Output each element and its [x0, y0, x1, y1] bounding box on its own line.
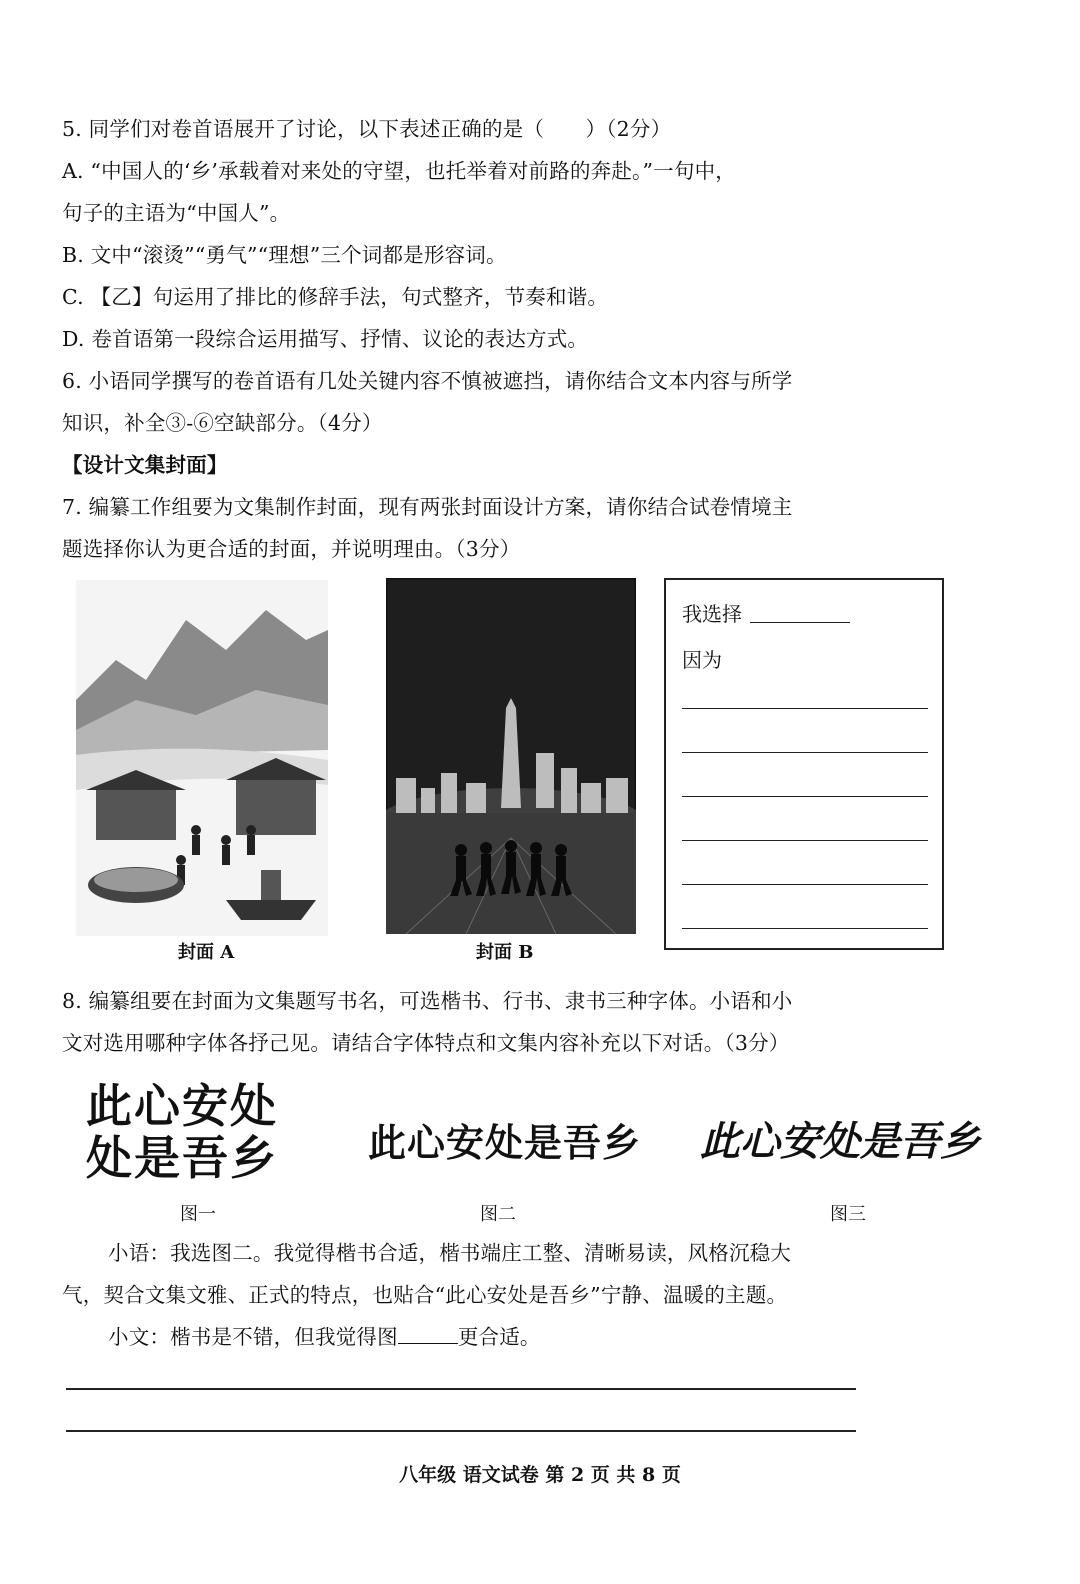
answer-rule[interactable]	[66, 1388, 856, 1390]
xiaowen-line	[108, 1322, 541, 1352]
figure-1-calligraphy	[86, 1080, 278, 1184]
xiaowen-part2: 更合适。	[457, 1325, 541, 1349]
cover-a-image	[76, 580, 328, 936]
q7-line1: 7. 编纂工作组要为文集制作封面，现有两张封面设计方案，请你结合试卷情境主	[62, 495, 793, 519]
q5-option-a-line2: 句子的主语为“中国人”。	[62, 201, 291, 225]
figure-3-calligraphy: 此心安处是吾乡	[700, 1118, 980, 1165]
answer-rule[interactable]	[66, 1430, 856, 1432]
answer-line[interactable]	[682, 708, 928, 709]
q5-stem: 5. 同学们对卷首语展开了讨论，以下表述正确的是（ ）（2分）	[62, 117, 672, 141]
xiaoyu-line2: 气，契合文集文雅、正式的特点，也贴合“此心安处是吾乡”宁静、温暖的主题。	[62, 1283, 788, 1307]
figure-2-label: 图二	[480, 1204, 516, 1225]
answer-line[interactable]	[682, 840, 928, 841]
q5-option-c: C. 【乙】句运用了排比的修辞手法，句式整齐，节奏和谐。	[62, 285, 609, 309]
answer-line[interactable]	[682, 884, 928, 885]
xiaowen-part1: 小文：楷书是不错，但我觉得图	[108, 1325, 398, 1349]
q6-line1: 6. 小语同学撰写的卷首语有几处关键内容不慎被遮挡，请你结合文本内容与所学	[62, 369, 793, 393]
cover-a-caption: 封面 A	[178, 942, 235, 963]
figure-2-calligraphy: 此心安处是吾乡	[368, 1120, 642, 1165]
answer-box	[664, 578, 944, 950]
answer-line[interactable]	[682, 752, 928, 753]
q5-option-a-line1: A. “中国人的‘乡’承载着对来处的守望，也托举着对前路的奔赴。”一句中，	[62, 159, 736, 183]
answer-line[interactable]	[682, 928, 928, 929]
q8-line1: 8. 编纂组要在封面为文集题写书名，可选楷书、行书、隶书三种字体。小语和小	[62, 989, 793, 1013]
cover-b-image	[386, 578, 636, 934]
q5-option-d: D. 卷首语第一段综合运用描写、抒情、议论的表达方式。	[62, 327, 589, 351]
section-heading: 【设计文集封面】	[62, 453, 228, 477]
answer-choose-blank[interactable]	[750, 622, 850, 623]
answer-because-label: 因为	[682, 648, 722, 672]
figure-1-line1: 此心安处	[86, 1079, 278, 1133]
answer-choose-label: 我选择	[682, 602, 742, 626]
xiaowen-blank[interactable]	[398, 1325, 458, 1344]
cover-b-caption: 封面 B	[476, 942, 534, 963]
figure-3-label: 图三	[830, 1204, 866, 1225]
xiaoyu-line1: 小语：我选图二。我觉得楷书合适，楷书端庄工整、清晰易读，风格沉稳大	[108, 1241, 792, 1265]
answer-line[interactable]	[682, 796, 928, 797]
q5-option-b: B. 文中“滚烫”“勇气”“理想”三个词都是形容词。	[62, 243, 507, 267]
page-footer: 八年级 语文试卷 第 2 页 共 8 页	[399, 1464, 681, 1486]
figure-1-label: 图一	[180, 1204, 216, 1225]
figure-1-line2: 处是吾乡	[86, 1131, 278, 1185]
q7-line2: 题选择你认为更合适的封面，并说明理由。（3分）	[62, 537, 521, 561]
q8-line2: 文对选用哪种字体各抒己见。请结合字体特点和文集内容补充以下对话。（3分）	[62, 1031, 790, 1055]
q6-line2: 知识，补全③-⑥空缺部分。（4分）	[62, 411, 383, 435]
